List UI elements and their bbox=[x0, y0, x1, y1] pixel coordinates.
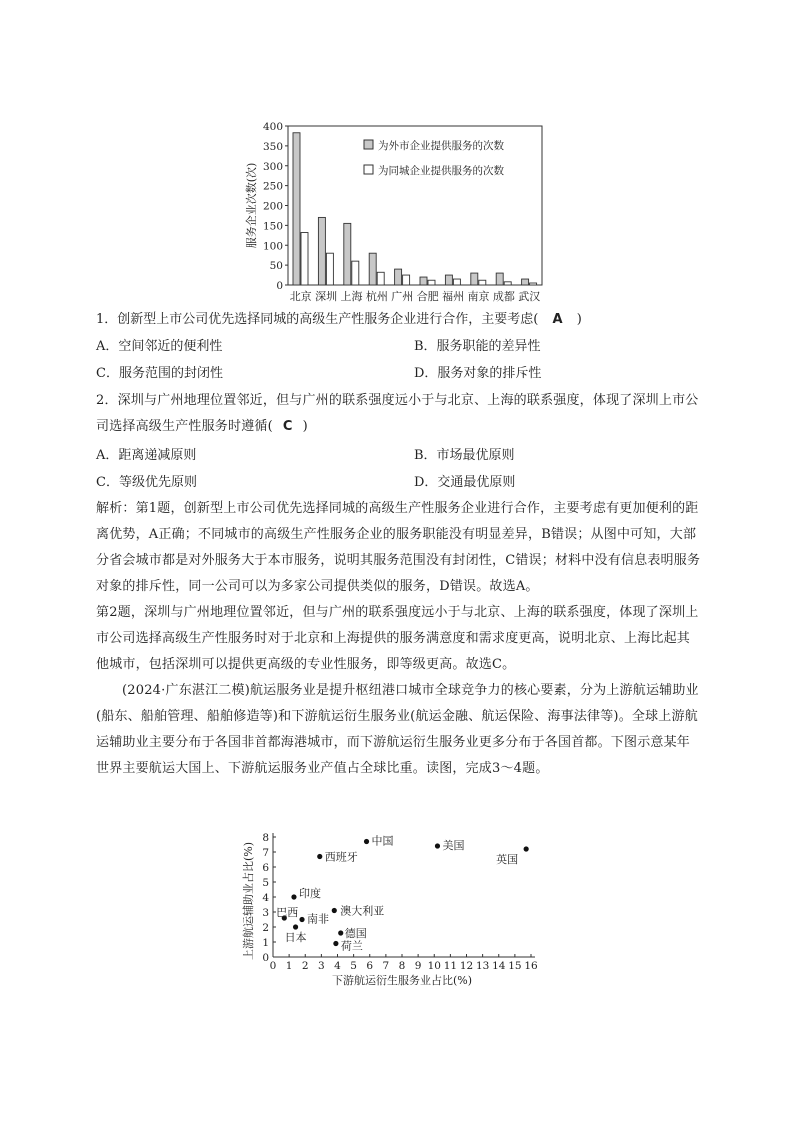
point-德国 bbox=[338, 930, 343, 935]
analysis-paragraph-1: 解析：第1题，创新型上市公司优先选择同城的高级生产性服务企业进行合作，主要考虑有更加便利的距离优势，A正确；不同城市的高级生产性服务企业的服务职能没有明显差异，B错误；从图中可知，大部分省会城市都是对外服务大于本市服务，说明其服务范围没有封闭性，C错误；材料中没有信息表明服务对象的排斥性，同一公司可以为多家公司提供类似的服务，D错误。故选A。 bbox=[96, 501, 701, 594]
q1-option-a: A．空间邻近的便利性 bbox=[96, 339, 223, 354]
bar-深圳-local bbox=[326, 253, 333, 285]
y-tick-label: 400 bbox=[262, 121, 283, 133]
x-tick-label-福州: 福州 bbox=[442, 290, 465, 303]
y-tick-label: 100 bbox=[262, 240, 283, 253]
x-tick-label-杭州: 杭州 bbox=[365, 290, 388, 303]
x-tick-label-南京: 南京 bbox=[467, 290, 490, 303]
y-tick-label: 3 bbox=[262, 907, 269, 919]
x-tick-label: 3 bbox=[318, 960, 325, 972]
q1-option-d: D．服务对象的排斥性 bbox=[414, 366, 542, 381]
x-tick-label: 7 bbox=[382, 960, 390, 972]
material-paragraph: (2024·广东湛江二模)航运服务业是提升枢纽港口城市全球竞争力的核心要素，分为上游航运辅助业(船东、船舶管理、船舶修造等)和下游航运衍生服务业(航运金融、航运保险、海事法律等)。全球上游航运辅助业主要分布于各国非首都海港城市，而下游航运衍生服务业更多分布于各国首都。下图示意某年世界主要航运大国上、下游航运服务业产值占全球比重。读图，完成3～4题。 bbox=[96, 683, 699, 776]
y-tick-label: 250 bbox=[262, 180, 283, 193]
x-tick-label: 13 bbox=[475, 960, 490, 972]
question-1-answer: A bbox=[552, 312, 563, 327]
bar-北京-external bbox=[293, 133, 300, 285]
question-1-stem bbox=[96, 310, 582, 330]
point-美国 bbox=[435, 843, 440, 848]
bar-南京-local bbox=[479, 280, 486, 285]
point-label-英国: 英国 bbox=[496, 853, 519, 866]
bar-chart bbox=[240, 118, 560, 306]
y-tick-label: 7 bbox=[262, 847, 269, 859]
point-南非 bbox=[299, 917, 304, 922]
y-tick-label: 300 bbox=[262, 160, 283, 173]
y-tick-label: 350 bbox=[262, 140, 283, 153]
y-tick-label: 6 bbox=[262, 862, 269, 874]
q1-option-c: C．服务范围的封闭性 bbox=[96, 366, 223, 381]
x-tick-label: 16 bbox=[524, 960, 538, 972]
y-tick-label: 200 bbox=[262, 200, 283, 213]
x-tick-label: 0 bbox=[269, 960, 277, 972]
scatter-chart bbox=[240, 825, 560, 995]
y-tick-label: 1 bbox=[262, 937, 269, 949]
point-label-荷兰: 荷兰 bbox=[340, 939, 363, 953]
bar-杭州-local bbox=[377, 272, 384, 285]
x-tick-label: 10 bbox=[427, 960, 441, 972]
y-tick-label: 8 bbox=[262, 832, 269, 844]
x-tick-label: 9 bbox=[414, 960, 422, 972]
x-tick-label: 14 bbox=[492, 960, 506, 972]
chart2-points bbox=[276, 834, 528, 953]
question-1-text: 1．创新型上市公司优先选择同城的高级生产性服务企业进行合作，主要考虑( bbox=[96, 312, 539, 327]
bar-北京-local bbox=[301, 233, 308, 285]
point-label-西班牙: 西班牙 bbox=[324, 850, 358, 864]
bar-上海-local bbox=[352, 261, 359, 285]
bar-上海-external bbox=[344, 223, 351, 285]
bar-福州-local bbox=[453, 279, 460, 285]
x-tick-label-深圳: 深圳 bbox=[315, 290, 338, 303]
bar-广州-local bbox=[403, 275, 410, 285]
x-tick-label-北京: 北京 bbox=[289, 290, 312, 303]
x-tick-label: 8 bbox=[398, 960, 406, 972]
point-label-中国: 中国 bbox=[371, 834, 394, 848]
point-label-日本: 日本 bbox=[284, 931, 307, 944]
analysis-paragraph-2: 第2题，深圳与广州地理位置邻近，但与广州的联系强度远小于与北京、上海的联系强度，体现了深圳上市公司选择高级生产性服务时对于北京和上海提供的服务满意度和需求度更高，说明北京、上海比起其他城市，包括深圳可以提供更高级的专业性服务，即等级更高。故选C。 bbox=[96, 605, 699, 672]
legend-label-0: 为外市企业提供服务的次数 bbox=[378, 140, 504, 152]
point-中国 bbox=[364, 839, 369, 844]
point-label-澳大利亚: 澳大利亚 bbox=[340, 904, 385, 918]
y-tick-label: 0 bbox=[276, 280, 283, 292]
bar-武汉-external bbox=[522, 279, 529, 285]
chart1-x-labels bbox=[290, 289, 541, 303]
question-2-answer: C bbox=[282, 419, 293, 434]
y-tick-label: 4 bbox=[262, 892, 269, 904]
point-label-南非: 南非 bbox=[307, 912, 330, 926]
x-tick-label: 4 bbox=[334, 960, 341, 972]
chart2-x-axis-label: 下游航运衍生服务业占比(%) bbox=[331, 974, 473, 987]
x-tick-label-合肥: 合肥 bbox=[416, 290, 439, 303]
bar-成都-local bbox=[504, 282, 511, 285]
y-tick-label: 0 bbox=[262, 952, 269, 964]
x-tick-label-成都: 成都 bbox=[492, 290, 515, 303]
q2-option-c: C．等级优先原则 bbox=[96, 475, 197, 490]
x-tick-label: 2 bbox=[301, 960, 309, 972]
x-tick-label-武汉: 武汉 bbox=[518, 290, 541, 303]
point-西班牙 bbox=[317, 854, 322, 859]
q2-option-b: B．市场最优原则 bbox=[414, 448, 515, 463]
bar-杭州-external bbox=[369, 253, 376, 285]
legend-swatch-0 bbox=[364, 140, 373, 149]
legend-label-1: 为同城企业提供服务的次数 bbox=[378, 165, 504, 177]
point-英国 bbox=[524, 846, 529, 851]
point-label-印度: 印度 bbox=[298, 887, 321, 900]
x-tick-label: 15 bbox=[508, 960, 522, 972]
bar-武汉-local bbox=[530, 283, 537, 285]
point-label-巴西: 巴西 bbox=[276, 906, 299, 919]
bar-南京-external bbox=[471, 273, 478, 285]
point-label-德国: 德国 bbox=[344, 927, 367, 940]
bar-合肥-external bbox=[420, 277, 427, 285]
question-2-stem bbox=[96, 388, 702, 440]
bar-深圳-external bbox=[318, 217, 325, 285]
chart1-y-ticks bbox=[263, 121, 288, 292]
chart1-legend bbox=[364, 139, 504, 177]
x-tick-label-广州: 广州 bbox=[391, 290, 414, 303]
x-tick-label: 11 bbox=[443, 960, 458, 972]
point-日本 bbox=[293, 924, 298, 929]
y-tick-label: 50 bbox=[269, 260, 283, 273]
x-tick-label-上海: 上海 bbox=[340, 290, 363, 303]
x-tick-label: 12 bbox=[459, 960, 474, 972]
y-tick-label: 5 bbox=[262, 877, 269, 889]
bar-成都-external bbox=[496, 273, 503, 285]
point-荷兰 bbox=[333, 941, 338, 946]
q2-option-d: D．交通最优原则 bbox=[414, 475, 516, 490]
x-tick-label: 1 bbox=[285, 960, 293, 972]
question-2-close: ) bbox=[302, 419, 308, 434]
x-tick-label: 5 bbox=[350, 960, 357, 972]
bar-广州-external bbox=[395, 269, 402, 285]
bar-福州-external bbox=[445, 275, 452, 285]
y-tick-label: 150 bbox=[262, 220, 283, 233]
point-澳大利亚 bbox=[332, 908, 337, 913]
point-label-美国: 美国 bbox=[442, 839, 465, 852]
x-tick-label: 6 bbox=[366, 960, 374, 972]
y-tick-label: 2 bbox=[262, 922, 269, 934]
question-1-close: ) bbox=[576, 312, 582, 327]
point-印度 bbox=[291, 894, 296, 899]
question-2-text: 2．深圳与广州地理位置邻近，但与广州的联系强度远小于与北京、上海的联系强度，体现了深圳上市公司选择高级生产性服务时遵循( bbox=[96, 393, 699, 434]
chart1-y-axis-label: 服务企业次数(次) bbox=[245, 162, 258, 249]
q1-option-b: B．服务职能的差异性 bbox=[414, 339, 541, 354]
q2-option-a: A．距离递减原则 bbox=[96, 448, 197, 463]
chart2-y-axis-label: 上游航运辅助业占比(%) bbox=[242, 841, 255, 961]
legend-swatch-1 bbox=[364, 165, 373, 174]
bar-合肥-local bbox=[428, 280, 435, 285]
chart1-bars bbox=[293, 133, 537, 285]
